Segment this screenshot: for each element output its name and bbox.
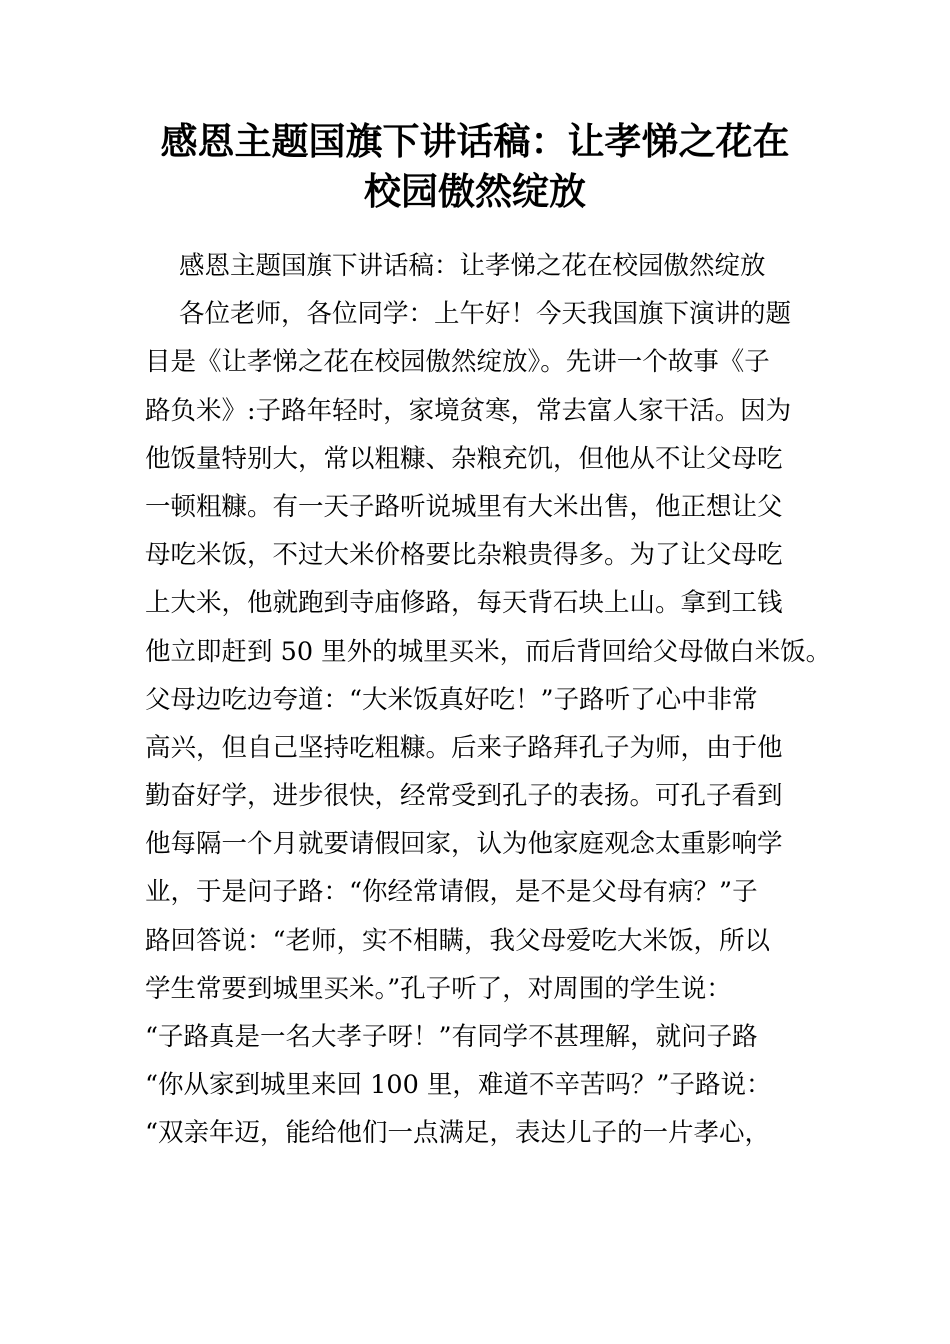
body-line: 他每隔一个月就要请假回家，认为他家庭观念太重影响学 xyxy=(145,829,783,860)
body-line: 他饭量特别大，常以粗糠、杂粮充饥，但他从不让父母吃 xyxy=(145,443,783,474)
body-line: 学生常要到城里买米。”孔子听了，对周围的学生说： xyxy=(145,973,732,1004)
body-line: “双亲年迈，能给他们一点满足，表达儿子的一片孝心， xyxy=(145,1118,771,1149)
body-line: 母吃米饭，不过大米价格要比杂粮贵得多。为了让父母吃 xyxy=(145,540,783,571)
body-line: 业，于是问子路：“你经常请假，是不是父母有病？”子 xyxy=(145,877,758,908)
title-line-2: 校园傲然绽放 xyxy=(364,169,586,213)
body-line: “子路真是一名大孝子呀！”有同学不甚理解，就问子路 xyxy=(145,1022,758,1052)
body-line: 他立即赶到 50 里外的城里买米，而后背回给父母做白米饭。 xyxy=(145,636,832,667)
body-line: “你从家到城里来回 100 里，难道不辛苦吗？”子路说： xyxy=(145,1070,772,1101)
body-line: 目是《让孝悌之花在校园傲然绽放》。先讲一个故事《子 xyxy=(145,347,770,378)
body-line: 各位老师，各位同学：上午好！今天我国旗下演讲的题 xyxy=(179,299,792,330)
title-line-1: 感恩主题国旗下讲话稿：让孝悌之花在 xyxy=(160,119,790,163)
body-line: 勤奋好学，进步很快，经常受到孔子的表扬。可孔子看到 xyxy=(145,781,783,812)
document-title xyxy=(120,116,830,216)
body-line: 感恩主题国旗下讲话稿：让孝悌之花在校园傲然绽放 xyxy=(179,251,766,281)
body-line: 上大米，他就跑到寺庙修路，每天背石块上山。拿到工钱 xyxy=(145,588,783,619)
body-line: 路回答说：“老师，实不相瞒，我父母爱吃大米饭，所以 xyxy=(145,925,771,956)
body-line: 父母边吃边夸道：“大米饭真好吃！”子路听了心中非常 xyxy=(145,684,758,715)
body-line: 一顿粗糠。有一天子路听说城里有大米出售，他正想让父 xyxy=(145,491,783,522)
body-line: 路负米》:子路年轻时，家境贫寒，常去富人家干活。因为 xyxy=(145,395,792,426)
document-body xyxy=(145,242,845,1158)
body-line: 高兴，但自己坚持吃粗糠。后来子路拜孔子为师，由于他 xyxy=(145,732,783,763)
